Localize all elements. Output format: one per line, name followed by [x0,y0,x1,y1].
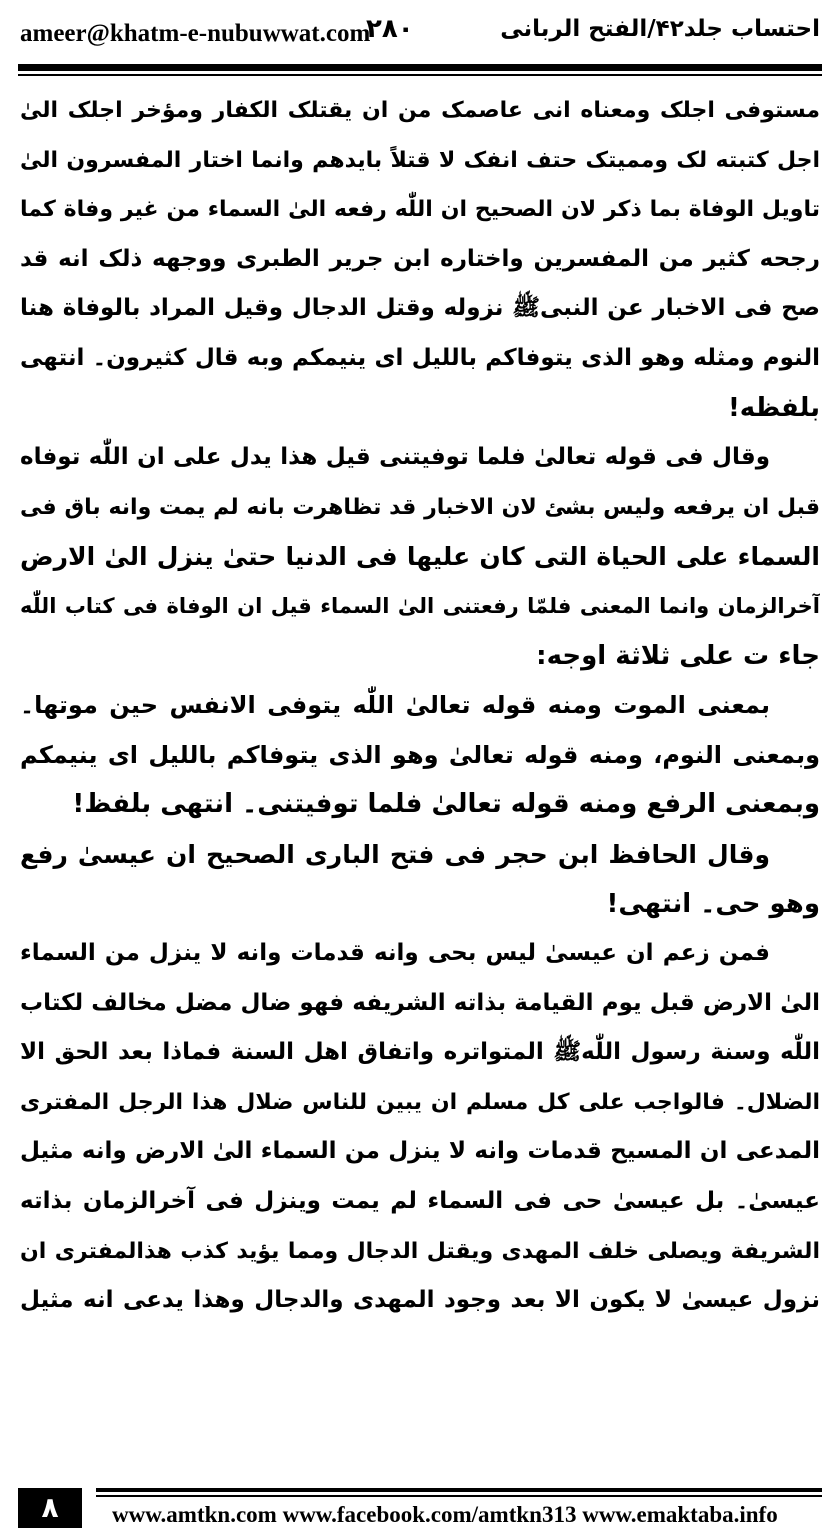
body-line: جاء ت علی ثلاثة اوجه: [536,640,820,671]
body-line: مستوفی اجلک ومعناه انی عاصمک من ان یقتلک الکفار ومؤخر اجلک الیٰ [20,98,820,123]
body-line: وقال فی قوله تعالیٰ فلما توفیتنی قیل هذا یدل علی ان اللّٰه توفاه [20,444,770,471]
body-line: قبل ان یرفعه ولیس بشئ لان الاخبار قد تظاهرت بانه لم یمت وانه باق فی [20,494,820,520]
footer-rule-thick [96,1488,822,1492]
body-line: الشریفة ویصلی خلف المهدی ویقتل الدجال ومما یؤید کذب هذالمفتری ان [20,1238,820,1264]
page-footer [0,1484,840,1540]
body-line: الضلال۔ فالواجب علی کل مسلم ان یبین للناس ضلال هذا الرجل المفتری [20,1089,820,1115]
body-line: آخرالزمان وانما المعنی فلمّا رفعتنی الیٰ السماء قیل ان الوفاة فی کتاب اللّٰه [20,593,820,618]
body-line: النوم ومثله وهو الذی یتوفاکم باللیل ای ینیمکم وبه قال کثیرون۔ انتهی [20,344,820,371]
page-header [0,0,840,80]
body-line: بمعنی الموت ومنه قوله تعالیٰ اللّٰه یتوفی الانفس حین موتها۔ [20,691,770,720]
footer-rule-thin [96,1495,822,1497]
body-line: بلفظه! [727,392,820,423]
body-line: المدعی ان المسیح قدمات وانه لا ینزل من السماء الیٰ الارض وانه مثیل [20,1138,820,1165]
header-page-number: ٢٨٠ [366,14,414,44]
body-line: وبمعنی الرفع ومنه قوله تعالیٰ فلما توفیتنی۔ انتهی بلفظ! [72,789,820,820]
header-rule-thin [18,74,822,76]
body-line: فمن زعم ان عیسیٰ لیس بحی وانه قدمات وانه لا ینزل من السماء [20,940,770,967]
body-line: اللّٰه وسنة رسول اللّٰهﷺ المتواتره واتفاق اهل السنة فماذا بعد الحق الا [20,1039,820,1066]
body-line: وقال الحافظ ابن حجر فی فتح الباری الصحیح ان عیسیٰ رفع [20,839,770,869]
page-body [20,86,820,1326]
body-line: رجحه کثیر من المفسرین واختاره ابن جریر الطبری ووجهه ذلک انه قد [20,245,820,272]
body-line: صح فی الاخبار عن النبیﷺ نزوله وقتل الدجال وقیل المراد بالوفاة هنا [20,295,820,322]
body-line: اجل کتبته لک وممیتک حتف انفک لا قتلاً بایدهم وانما اختار المفسرون الیٰ [20,147,820,173]
footer-website-links: www.amtkn.com www.facebook.com/amtkn313 www.emaktaba.info [112,1502,778,1527]
header-email: ameer@khatm-e-nubuwwat.com [20,20,371,47]
header-rule-thick [18,64,822,71]
body-line: تاویل الوفاة بما ذکر لان الصحیح ان اللّٰه رفعه الیٰ السماء من غیر وفاة کما [20,197,820,223]
body-line: عیسیٰ۔ بل عیسیٰ حی فی السماء لم یمت وینزل فی آخرالزمان بذاته [20,1188,820,1215]
body-line: نزول عیسیٰ لا یکون الا بعد وجود المهدی والدجال وهذا یدعی انه مثیل [20,1287,820,1314]
body-line: وهو حی۔ انتهی! [606,888,820,919]
header-book-title: احتساب جلد۴۲/الفتح الربانی [500,16,820,42]
body-line: الیٰ الارض قبل یوم القیامة بذاته الشریفه فهو ضال مضل مخالف لکتاب [20,989,820,1016]
body-line: وبمعنی النوم، ومنه قوله تعالیٰ وهو الذی یتوفاکم باللیل ای ینیمکم [20,740,820,769]
body-line: السماء علی الحیاة التی کان علیها فی الدنیا حتیٰ ینزل الیٰ الارض [20,542,820,572]
footer-page-box: ٨ [18,1488,82,1528]
